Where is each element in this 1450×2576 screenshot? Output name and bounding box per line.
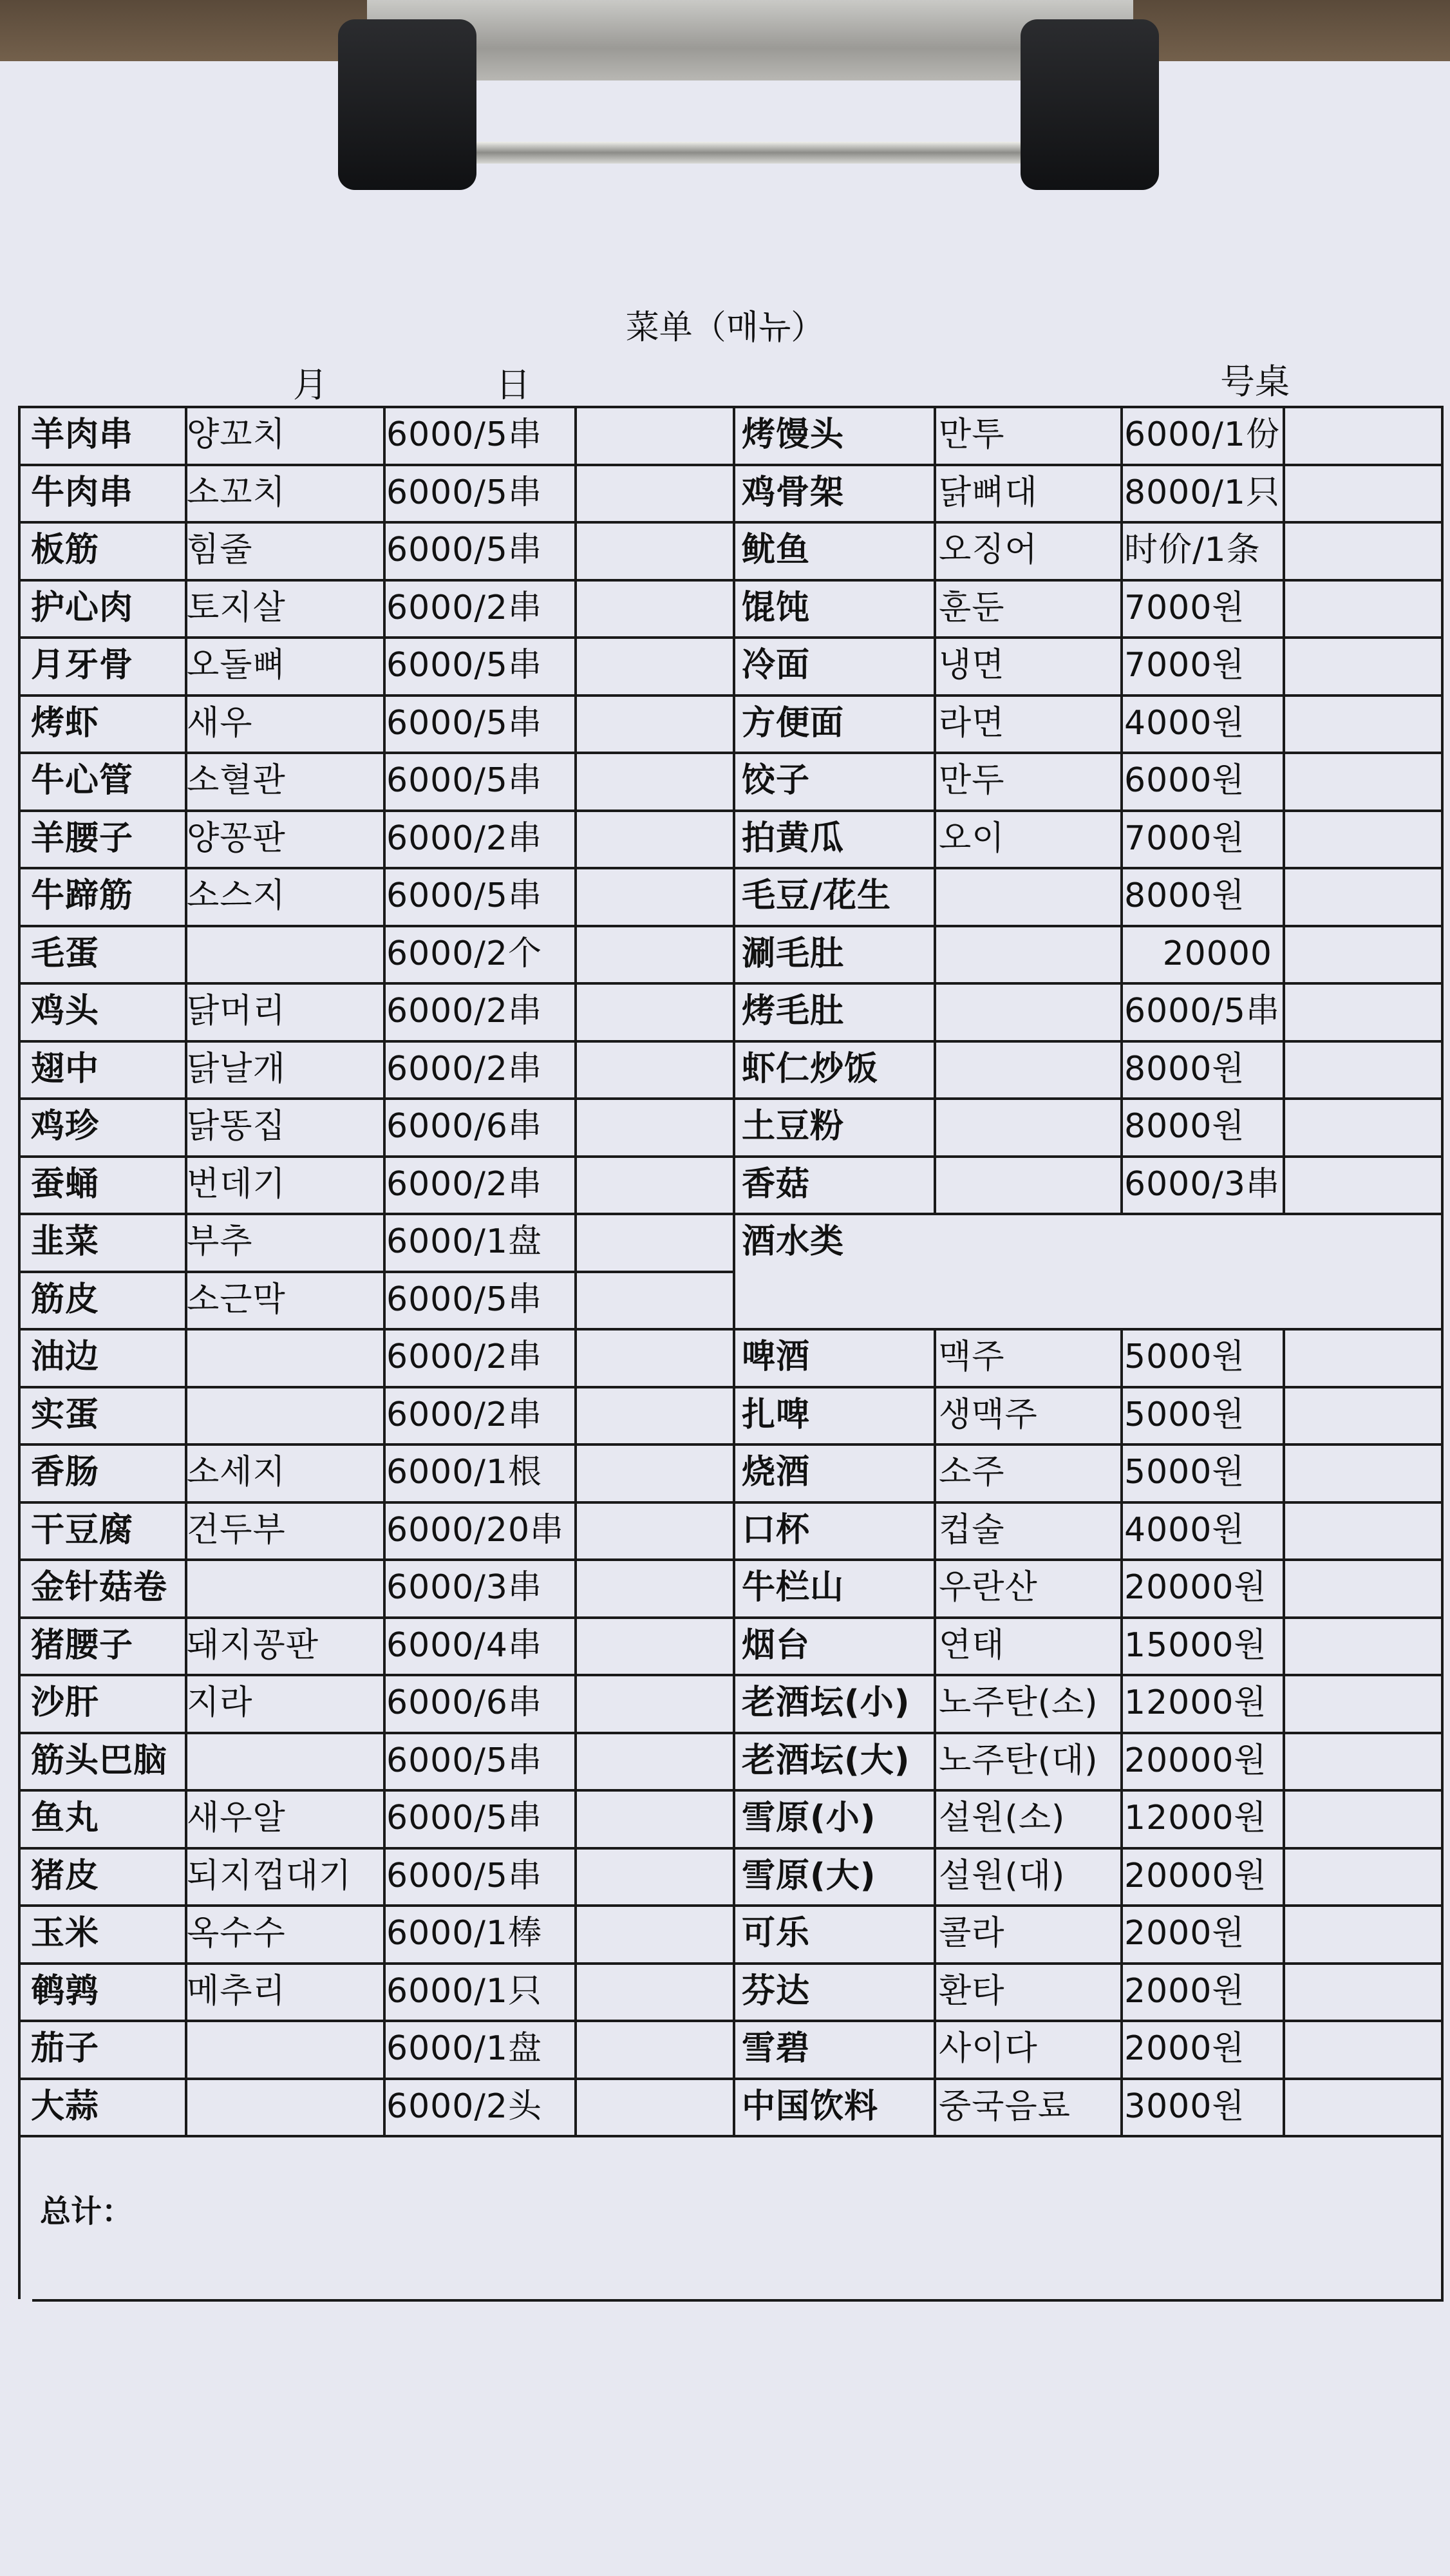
left-item-price: 6000/2串 xyxy=(386,1395,542,1434)
right-item-price: 7000원 xyxy=(1124,819,1245,858)
clipboard-clip-right-handle[interactable] xyxy=(1021,19,1159,190)
left-item-korean-name: 오돌뼈 xyxy=(187,646,286,685)
left-item-chinese-name: 筋头巴脑 xyxy=(31,1741,168,1780)
left-item-price: 6000/20串 xyxy=(386,1510,565,1549)
right-item-price: 7000원 xyxy=(1124,588,1245,627)
drink-korean-name: 생맥주 xyxy=(939,1395,1038,1434)
left-item-chinese-name: 板筋 xyxy=(31,531,100,569)
drink-price: 3000원 xyxy=(1124,2087,1245,2126)
left-item-price: 6000/3串 xyxy=(386,1568,542,1607)
left-item-price: 6000/1盘 xyxy=(386,2029,542,2068)
right-item-chinese-name: 鸡骨架 xyxy=(742,473,845,512)
drink-korean-name: 중국음료 xyxy=(939,2087,1071,2126)
left-item-korean-name: 소스지 xyxy=(187,876,286,915)
left-item-korean-name: 소혈관 xyxy=(187,761,286,800)
drink-chinese-name: 老酒坛(小) xyxy=(742,1683,910,1722)
left-item-korean-name: 새우 xyxy=(187,703,253,743)
right-item-chinese-name: 虾仁炒饭 xyxy=(742,1049,879,1088)
right-item-price: 8000/1只 xyxy=(1124,473,1280,512)
left-item-chinese-name: 牛心管 xyxy=(31,761,134,800)
left-item-price: 6000/6串 xyxy=(386,1683,542,1722)
drink-chinese-name: 雪原(大) xyxy=(742,1856,876,1895)
table-rule xyxy=(934,406,936,1213)
left-item-chinese-name: 沙肝 xyxy=(31,1683,100,1722)
day-label: 日 xyxy=(496,365,531,405)
left-item-korean-name xyxy=(187,1388,380,1442)
left-item-price: 6000/5串 xyxy=(386,1856,542,1895)
left-item-chinese-name: 羊肉串 xyxy=(31,415,134,454)
table-rule xyxy=(18,2135,1444,2137)
drink-price: 20000원 xyxy=(1124,1856,1267,1895)
left-item-chinese-name: 羊腰子 xyxy=(31,819,134,858)
left-item-korean-name: 양꼬치 xyxy=(187,415,286,454)
left-item-price: 6000/2串 xyxy=(386,1049,542,1088)
left-item-chinese-name: 鱼丸 xyxy=(31,1799,100,1837)
right-item-price: 时价/1条 xyxy=(1124,531,1261,569)
left-item-korean-name: 건두부 xyxy=(187,1510,286,1549)
left-item-korean-name: 소꼬치 xyxy=(187,473,286,512)
drink-chinese-name: 口杯 xyxy=(742,1510,811,1549)
right-item-korean-name xyxy=(939,1042,1118,1096)
table-number-label: 号桌 xyxy=(1220,361,1290,402)
left-item-chinese-name: 毛蛋 xyxy=(31,934,100,973)
table-rule xyxy=(574,406,577,2135)
drink-price: 20000원 xyxy=(1124,1741,1267,1780)
left-item-price: 6000/5串 xyxy=(386,1741,542,1780)
left-item-price: 6000/2个 xyxy=(386,934,542,973)
right-item-price: 8000원 xyxy=(1124,1107,1245,1146)
left-item-korean-name: 새우알 xyxy=(187,1799,286,1837)
drink-chinese-name: 烟台 xyxy=(742,1625,811,1665)
table-rule xyxy=(733,406,735,2135)
drink-price: 15000원 xyxy=(1124,1625,1267,1665)
left-item-price: 6000/2串 xyxy=(386,1338,542,1376)
left-item-korean-name: 메추리 xyxy=(187,1971,286,2011)
drink-chinese-name: 牛栏山 xyxy=(742,1568,845,1607)
left-item-korean-name xyxy=(187,927,380,981)
drink-korean-name: 사이다 xyxy=(939,2029,1038,2068)
right-item-price: 8000원 xyxy=(1124,1049,1245,1088)
right-item-korean-name: 오징어 xyxy=(939,531,1038,569)
left-item-price: 6000/5串 xyxy=(386,761,542,800)
right-item-korean-name: 훈둔 xyxy=(939,588,1005,627)
menu-title: 菜单（매뉴） xyxy=(625,308,825,347)
table-rule xyxy=(1283,1328,1285,2135)
left-item-chinese-name: 干豆腐 xyxy=(31,1510,134,1549)
left-item-chinese-name: 翅中 xyxy=(31,1049,100,1088)
drink-price: 2000원 xyxy=(1124,2029,1245,2068)
month-label: 月 xyxy=(293,365,328,405)
table-rule xyxy=(1441,406,1444,2299)
drink-price: 20000원 xyxy=(1124,1568,1267,1607)
left-item-chinese-name: 香肠 xyxy=(31,1453,100,1492)
right-item-chinese-name: 拍黄瓜 xyxy=(742,819,845,858)
table-rule xyxy=(1283,406,1285,1213)
left-item-korean-name: 돼지꽁판 xyxy=(187,1625,319,1665)
right-item-chinese-name: 土豆粉 xyxy=(742,1107,845,1146)
drink-price: 5000원 xyxy=(1124,1338,1245,1376)
right-item-korean-name xyxy=(939,984,1118,1038)
left-item-price: 6000/1盘 xyxy=(386,1222,542,1261)
right-item-chinese-name: 方便面 xyxy=(742,703,845,743)
drink-chinese-name: 中国饮料 xyxy=(742,2087,879,2126)
right-item-price: 6000/1份 xyxy=(1124,415,1280,454)
right-item-price: 7000원 xyxy=(1124,646,1245,685)
right-item-chinese-name: 饺子 xyxy=(742,761,811,800)
right-item-korean-name: 만투 xyxy=(939,415,1005,454)
left-item-korean-name: 부추 xyxy=(187,1222,253,1261)
left-item-chinese-name: 茄子 xyxy=(31,2029,100,2068)
left-item-chinese-name: 玉米 xyxy=(31,1914,100,1953)
right-item-price: 8000원 xyxy=(1124,876,1245,915)
clipboard-clip-left-handle[interactable] xyxy=(338,19,476,190)
drink-korean-name: 컵술 xyxy=(939,1510,1005,1549)
left-item-chinese-name: 猪腰子 xyxy=(31,1625,134,1665)
left-item-chinese-name: 鹌鹑 xyxy=(31,1971,100,2011)
right-item-korean-name: 만두 xyxy=(939,761,1005,800)
right-item-chinese-name: 冷面 xyxy=(742,646,811,685)
drink-chinese-name: 芬达 xyxy=(742,1971,811,2011)
right-item-chinese-name: 烤馒头 xyxy=(742,415,845,454)
left-item-korean-name: 닭머리 xyxy=(187,992,286,1030)
left-item-chinese-name: 实蛋 xyxy=(31,1395,100,1434)
right-item-korean-name: 닭뼈대 xyxy=(939,473,1038,512)
right-item-chinese-name: 毛豆/花生 xyxy=(742,876,891,915)
left-item-korean-name: 되지껍대기 xyxy=(187,1856,352,1895)
drink-korean-name: 설원(소) xyxy=(939,1799,1066,1837)
left-item-price: 6000/1棒 xyxy=(386,1914,542,1953)
right-item-korean-name: 라면 xyxy=(939,703,1005,743)
left-item-chinese-name: 月牙骨 xyxy=(31,646,134,685)
left-item-korean-name: 닭똥집 xyxy=(187,1107,286,1146)
left-item-korean-name: 지라 xyxy=(187,1683,253,1722)
drink-korean-name: 콜라 xyxy=(939,1914,1005,1953)
drink-korean-name: 설원(대) xyxy=(939,1856,1066,1895)
table-rule xyxy=(1120,406,1123,1213)
left-item-chinese-name: 大蒜 xyxy=(31,2087,100,2126)
drink-korean-name: 노주탄(대) xyxy=(939,1741,1098,1780)
left-item-korean-name: 양꽁판 xyxy=(187,819,286,858)
left-item-price: 6000/2头 xyxy=(386,2087,542,2126)
total-label: 总计： xyxy=(40,2193,133,2230)
clipboard-clip-bar[interactable] xyxy=(464,142,1030,164)
left-item-chinese-name: 金针菇卷 xyxy=(31,1568,168,1607)
right-item-price: 20000 xyxy=(1162,934,1272,973)
left-item-korean-name xyxy=(187,1560,380,1615)
right-item-price: 6000/3串 xyxy=(1124,1164,1280,1204)
left-item-korean-name: 닭날개 xyxy=(187,1049,286,1088)
drink-price: 2000원 xyxy=(1124,1914,1245,1953)
left-item-price: 6000/1根 xyxy=(386,1453,542,1492)
left-item-price: 6000/5串 xyxy=(386,473,542,512)
right-item-chinese-name: 香菇 xyxy=(742,1164,811,1204)
left-item-korean-name: 소근막 xyxy=(187,1280,286,1319)
left-item-price: 6000/6串 xyxy=(386,1107,542,1146)
left-item-price: 6000/4串 xyxy=(386,1625,542,1665)
left-item-korean-name xyxy=(187,2079,380,2134)
left-item-chinese-name: 牛肉串 xyxy=(31,473,134,512)
right-item-chinese-name: 馄饨 xyxy=(742,588,811,627)
drink-chinese-name: 雪原(小) xyxy=(742,1799,876,1837)
drink-korean-name: 환타 xyxy=(939,1971,1005,2011)
drink-chinese-name: 可乐 xyxy=(742,1914,811,1953)
left-item-korean-name xyxy=(187,1734,380,1788)
right-item-chinese-name: 涮毛肚 xyxy=(742,934,845,973)
right-item-korean-name xyxy=(939,1157,1118,1211)
table-rule xyxy=(32,2299,1444,2302)
drink-korean-name: 노주탄(소) xyxy=(939,1683,1098,1722)
left-item-chinese-name: 油边 xyxy=(31,1338,100,1376)
right-item-korean-name xyxy=(939,927,1118,981)
left-item-price: 6000/2串 xyxy=(386,588,542,627)
drink-price: 12000원 xyxy=(1124,1799,1267,1837)
drink-price: 5000원 xyxy=(1124,1453,1245,1492)
drink-chinese-name: 烧酒 xyxy=(742,1453,811,1492)
clipboard-clip-plate xyxy=(367,0,1133,80)
left-item-price: 6000/5串 xyxy=(386,1799,542,1837)
table-rule xyxy=(1120,1328,1123,2135)
table-rule xyxy=(383,406,386,2135)
left-item-price: 6000/5串 xyxy=(386,415,542,454)
table-rule xyxy=(18,406,21,2299)
left-item-price: 6000/2串 xyxy=(386,819,542,858)
drink-price: 12000원 xyxy=(1124,1683,1267,1722)
right-item-price: 4000원 xyxy=(1124,703,1245,743)
right-item-korean-name: 냉면 xyxy=(939,646,1005,685)
drink-chinese-name: 老酒坛(大) xyxy=(742,1741,910,1780)
left-item-chinese-name: 筋皮 xyxy=(31,1280,100,1319)
left-item-chinese-name: 猪皮 xyxy=(31,1856,100,1895)
left-item-price: 6000/1只 xyxy=(386,1971,542,2011)
drink-chinese-name: 雪碧 xyxy=(742,2029,811,2068)
drink-price: 2000원 xyxy=(1124,1971,1245,2011)
right-item-chinese-name: 烤毛肚 xyxy=(742,992,845,1030)
left-item-korean-name xyxy=(187,2022,380,2076)
left-item-chinese-name: 鸡头 xyxy=(31,992,100,1030)
right-item-chinese-name: 鱿鱼 xyxy=(742,531,811,569)
left-item-korean-name: 옥수수 xyxy=(187,1914,286,1953)
left-item-korean-name: 소세지 xyxy=(187,1453,286,1492)
left-item-chinese-name: 护心肉 xyxy=(31,588,134,627)
right-item-korean-name: 오이 xyxy=(939,819,1005,858)
left-item-korean-name: 힘줄 xyxy=(187,531,253,569)
right-item-price: 6000원 xyxy=(1124,761,1245,800)
left-item-price: 6000/2串 xyxy=(386,992,542,1030)
drink-korean-name: 소주 xyxy=(939,1453,1005,1492)
drink-price: 4000원 xyxy=(1124,1510,1245,1549)
left-item-korean-name xyxy=(187,1330,380,1384)
left-item-chinese-name: 牛蹄筋 xyxy=(31,876,134,915)
drink-chinese-name: 扎啤 xyxy=(742,1395,811,1434)
drink-korean-name: 맥주 xyxy=(939,1338,1005,1376)
left-item-price: 6000/5串 xyxy=(386,703,542,743)
left-item-chinese-name: 鸡珍 xyxy=(31,1107,100,1146)
drink-price: 5000원 xyxy=(1124,1395,1245,1434)
table-rule xyxy=(934,1328,936,2135)
left-item-chinese-name: 蚕蛹 xyxy=(31,1164,100,1204)
left-item-price: 6000/5串 xyxy=(386,876,542,915)
drinks-heading: 酒水类 xyxy=(742,1222,845,1261)
left-item-price: 6000/2串 xyxy=(386,1164,542,1204)
drink-korean-name: 우란산 xyxy=(939,1568,1038,1607)
right-item-price: 6000/5串 xyxy=(1124,992,1280,1030)
left-item-chinese-name: 烤虾 xyxy=(31,703,100,743)
drink-chinese-name: 啤酒 xyxy=(742,1338,811,1376)
left-item-price: 6000/5串 xyxy=(386,646,542,685)
right-item-korean-name xyxy=(939,1099,1118,1153)
right-item-korean-name xyxy=(939,869,1118,923)
left-item-price: 6000/5串 xyxy=(386,1280,542,1319)
left-item-chinese-name: 韭菜 xyxy=(31,1222,100,1261)
left-item-korean-name: 토지살 xyxy=(187,588,286,627)
left-item-korean-name: 번데기 xyxy=(187,1164,286,1204)
left-item-price: 6000/5串 xyxy=(386,531,542,569)
drink-korean-name: 연태 xyxy=(939,1625,1005,1665)
